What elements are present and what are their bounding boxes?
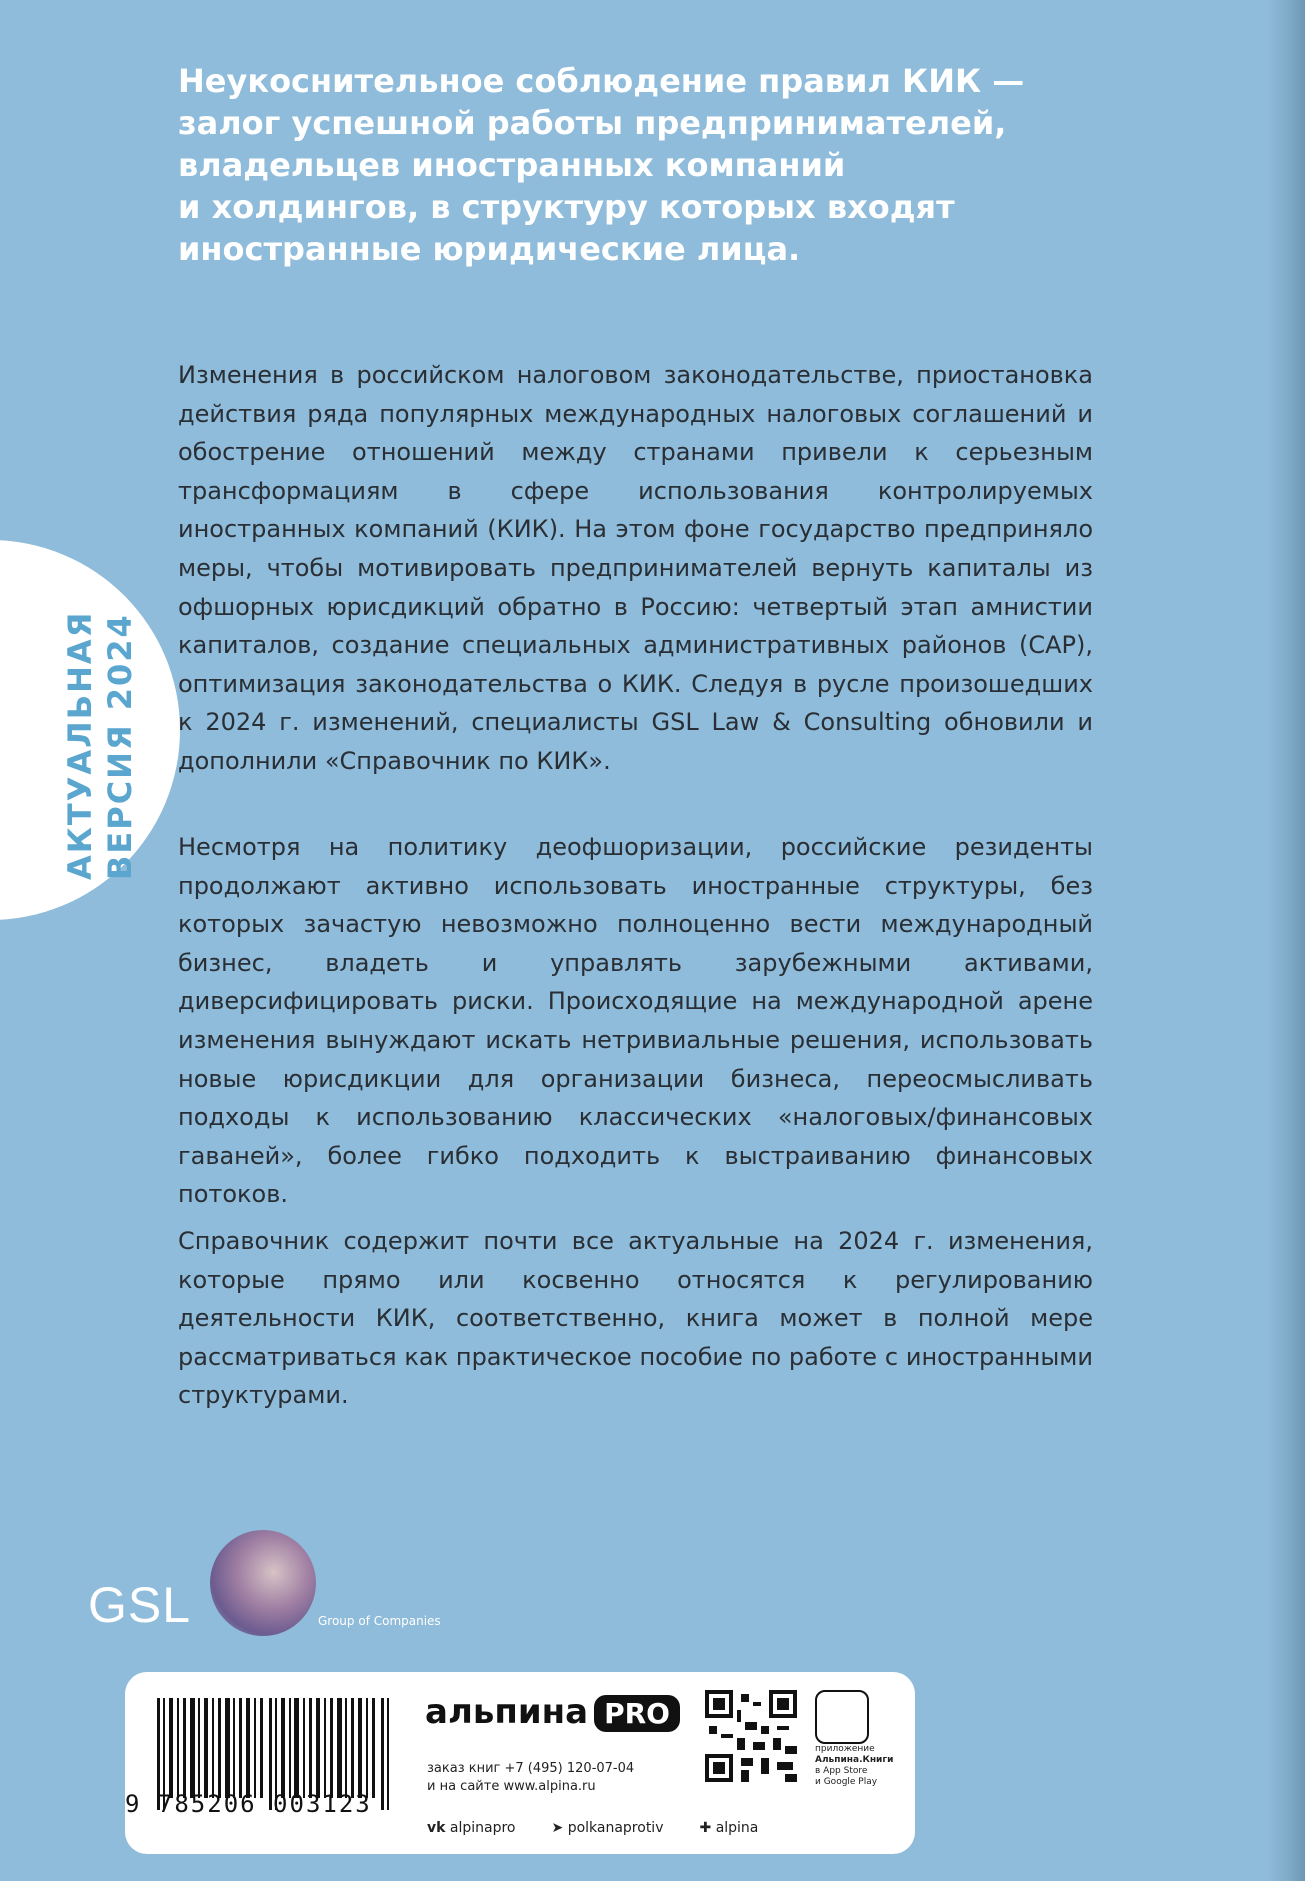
app-line: и Google Play [815,1777,878,1787]
badge-line2: ВЕРСИЯ 2024 [101,613,139,880]
spine-edge [1267,0,1305,1881]
pro-badge: PRO [594,1695,680,1732]
app-line: в App Store [815,1766,868,1776]
headline-line: Неукоснительное соблюдение правил КИК — [178,62,1025,100]
description-paragraph-2: Несмотря на политику деофшоризации, российские резиденты продолжают активно использовать иностранные структуры, без которых зачастую невозможно полноценно вести международный бизнес, владеть и управлять зарубежными активами, диверсифицировать риски. Происходящие на международной арене изменения вынуждают искать нетривиальные решения, использовать новые юрисдикции для организации бизнеса, переосмысливать подходы к использованию классических «налоговых/финансовых гаваней», более гибко подходить к выстраиванию финансовых потоков. [178,833,1093,1209]
alpina-wordmark: альпина [425,1692,589,1732]
gsl-logo [88,1530,488,1640]
social-dzen-handle: alpina [715,1820,759,1836]
gsl-group-text: Group of Companies [318,1614,441,1628]
headline-line: и холдингов, в структуру которых входят [178,188,955,226]
app-line: приложение [815,1744,875,1754]
telegram-icon: ➤ [551,1820,564,1836]
description-paragraph-3: Справочник содержит почти все актуальные на 2024 г. изменения, которые прямо или косвенно относятся к регулированию деятельности КИК, соответственно, книга может в полной мере рассматриваться как практическое пособие по работе с иностранными структурами. [178,1227,1093,1410]
app-line: Альпина.Книги [815,1755,894,1765]
social-links [427,1820,758,1836]
social-telegram-handle: polkanaprotiv [567,1820,664,1836]
headline-line: владельцев иностранных компаний [178,146,846,184]
app-store-info [815,1744,893,1788]
version-badge-text [60,610,140,880]
publisher-card [125,1672,915,1854]
gsl-wordmark: GSL [88,1577,192,1633]
gsl-emblem-icon [210,1530,316,1636]
description-paragraph-1: Изменения в российском налоговом законодательстве, приостановка действия ряда популярных международных налоговых соглашений и обострение отношений между странами привели к серьезным трансформациям в сфере использования контролируемых иностранных компаний (КИК). На этом фоне государство предприняло меры, чтобы мотивировать предпринимателей вернуть капиталы из офшорных юрисдикций обратно в Россию: четвертый этап амнистии капиталов, создание специальных административных районов (САР), оптимизация законодательства о КИК. Следуя в русле произошедших к 2024 г. изменений, специалисты GSL Law & Consulting обновили и дополнили «Справочник по КИК». [178,361,1093,775]
dzen-icon: ✚ [699,1820,712,1836]
social-telegram [552,1820,664,1836]
badge-line1: АКТУАЛЬНАЯ [61,610,99,880]
social-vk-handle: alpinapro [449,1820,516,1836]
social-vk [427,1820,516,1836]
qr-code-icon [705,1690,797,1782]
order-site: и на сайте www.alpina.ru [427,1779,596,1794]
social-dzen [700,1820,759,1836]
headline [178,60,1078,270]
headline-line: иностранные юридические лица. [178,230,801,268]
alpina-pro-logo [425,1692,680,1732]
order-phone: заказ книг +7 (495) 120-07-04 [427,1761,635,1776]
headline-line: залог успешной работы предпринимателей, [178,104,1007,142]
alpina-app-icon [815,1690,869,1744]
isbn-number: 9 785206 003123 [125,1790,372,1818]
vk-icon: vk [427,1820,446,1836]
order-info [427,1760,634,1796]
